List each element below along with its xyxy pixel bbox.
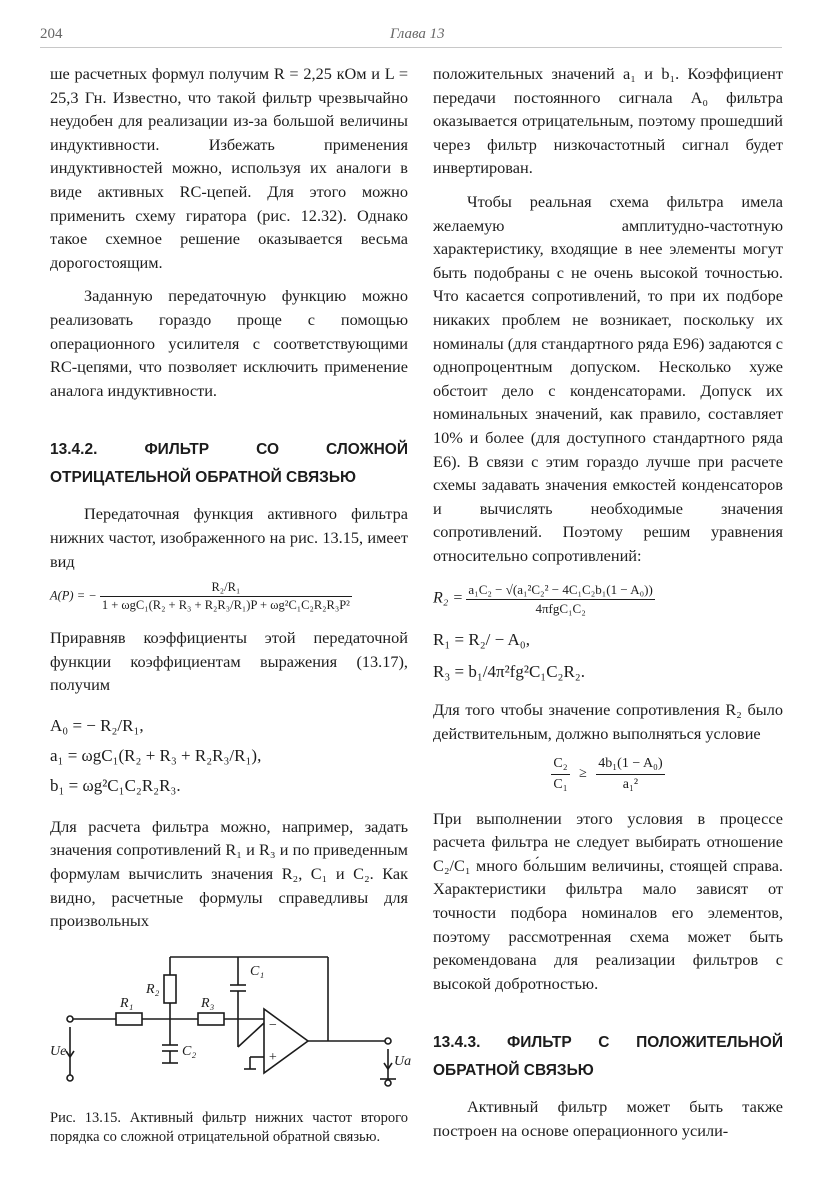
condition-rhs-denominator: a₁² (622, 776, 639, 792)
label-r1: R₁ (120, 995, 134, 1011)
r2-equation-fraction (466, 581, 654, 618)
condition-lhs-denominator: C₁ (553, 776, 568, 792)
right-paragraph-3: Для того чтобы значение сопротивления R₂ было действительным, должно выполняться условие (433, 700, 783, 744)
equation-b1: b₁ = ωg²C₁C₂R₂R₃. (50, 775, 181, 795)
label-c2: C₂ (182, 1043, 197, 1059)
condition-rhs-numerator: 4b₁(1 − A₀) (596, 754, 664, 775)
left-paragraph-1: ше расчетных формул получим R = 2,25 кОм и L = 25,3 Гн. Известно, что такой фильтр чрезвычайно неудобен для реализации из-за большой величины индуктивности. Избежать применения индуктивностей можно, используя их аналоги в виде активных RC-цепей. Для этого можно применить схему гиратора (рис. 12.32). Однако такое схемное решение оказывается весьма дорогостоящим. (50, 64, 408, 272)
label-output: Ua (394, 1053, 412, 1069)
section-heading-13-4-2: 13.4.2. ФИЛЬТР СО СЛОЖНОЙ ОТРИЦАТЕЛЬНОЙ ОБРАТНОЙ СВЯЗЬЮ (50, 441, 408, 487)
figure-caption: Рис. 13.15. Активный фильтр нижних частот второго порядка со сложной отрицательной обратной связью. (50, 1109, 408, 1145)
transfer-function-lhs: A(P) = − (50, 588, 97, 603)
right-paragraph-4: При выполнении этого условия в процессе расчета фильтра не следует выбирать отношение C₂/C₁ много бо́льшим величины, стоящей справа. Характеристики фильтра мало зависят от точности подбора номиналов его элементов, поэтому рассмотренная схема может быть рекомендована для реализации фильтров с высокой добротностью. (433, 808, 783, 993)
left-paragraph-2: Заданную передаточную функцию можно реализовать гораздо проще с помощью операционного усилителя с соответствующими RC-цепями, что позволяет исключить применение аналога индуктивности. (50, 286, 408, 400)
header-rule (40, 47, 782, 48)
page-number: 204 (40, 26, 63, 42)
left-paragraph-5: Для расчета фильтра можно, например, задать значения сопротивлений R₁ и R₃ и по приведенным формулам вычислить значения R₂, C₁ и C₂. Как видно, расчетные формулы справедливы для произвольных (50, 816, 408, 931)
equation-a1: a₁ = ωgC₁(R₂ + R₃ + R₂R₃/R₁), (50, 745, 262, 765)
transfer-function-denominator: 1 + ωgC₁(R₂ + R₃ + R₂R₃/R₁)P + ωg²C₁C₂R₂R₃P² (101, 598, 350, 613)
label-c1: C₁ (250, 963, 265, 979)
right-column (433, 62, 783, 1143)
label-r2: R₂ (146, 981, 160, 997)
left-paragraph-4: Приравняв коэффициенты этой передаточной функции коэффициентам выражения (13.17), получим (50, 628, 408, 695)
condition-lhs-fraction (551, 754, 569, 795)
condition-operator: ≥ (579, 766, 587, 782)
label-r3: R₃ (201, 995, 215, 1011)
transfer-function-equation (50, 579, 408, 614)
section-heading-13-4-3: 13.4.3. ФИЛЬТР С ПОЛОЖИТЕЛЬНОЙ ОБРАТНОЙ СВЯЗЬЮ (433, 1034, 783, 1080)
left-paragraph-3: Передаточная функция активного фильтра нижних частот, изображенного на рис. 13.15, имеет вид (50, 504, 408, 571)
condition-rhs-fraction (596, 754, 664, 795)
right-paragraph-2: Чтобы реальная схема фильтра имела желаемую амплитудно-частотную характеристику, входящие в нее элементы могут быть подобраны с не очень высокой точностью. Что касается сопротивлений, то при их подборе никаких проблем не возникает, поскольку их номиналы (для стандартного ряда E96) задаются с однопроцентным допуском. Несколько хуже обстоит дело с конденсаторами. Допуск их номинальных значений, как правило, составляет 10% и более (для доступного стандартного ряда E6). В связи с этим гораздо лучше при расчете схемы задавать значения емкостей конденсаторов и вычислять необходимые значения сопротивлений. Поэтому решим уравнения относительно сопротивлений: (433, 191, 783, 565)
right-paragraph-1: положительных значений a₁ и b₁. Коэффициент передачи постоянного сигнала A₀ фильтра оказывается отрицательным, поэтому прошедший через фильтр низкочастотный сигнал будет инвертирован. (433, 64, 783, 178)
r2-equation-denominator: 4πfgC₁C₂ (535, 601, 586, 617)
transfer-function-numerator: R₂/R₁ (100, 579, 352, 597)
r2-equation-numerator: a₁C₂ − √(a₁²C₂² − 4C₁C₂b₁(1 − A₀)) (466, 581, 654, 600)
label-minus: − (268, 1017, 278, 1033)
condition-inequality (433, 754, 783, 795)
equation-r1: R₁ = R₂/ − A₀, (433, 630, 530, 650)
equation-r3: R₃ = b₁/4π²fg²C₁C₂R₂. (433, 662, 585, 682)
transfer-function-fraction (100, 579, 352, 614)
figure-13-15-circuit (50, 945, 412, 1095)
r2-equation (433, 581, 783, 618)
condition-lhs-numerator: C₂ (551, 754, 569, 775)
left-column (50, 62, 412, 1147)
coefficient-equations (50, 711, 408, 801)
r2-equation-lhs: R₂ = (433, 589, 464, 607)
label-plus: + (268, 1049, 278, 1065)
equation-a0: A₀ = − R₂/R₁, (50, 715, 144, 735)
right-paragraph-5: Активный фильтр может быть также построен на основе операционного усили- (433, 1097, 783, 1140)
running-head: Глава 13 (390, 26, 445, 42)
label-input: Ue (50, 1043, 67, 1059)
